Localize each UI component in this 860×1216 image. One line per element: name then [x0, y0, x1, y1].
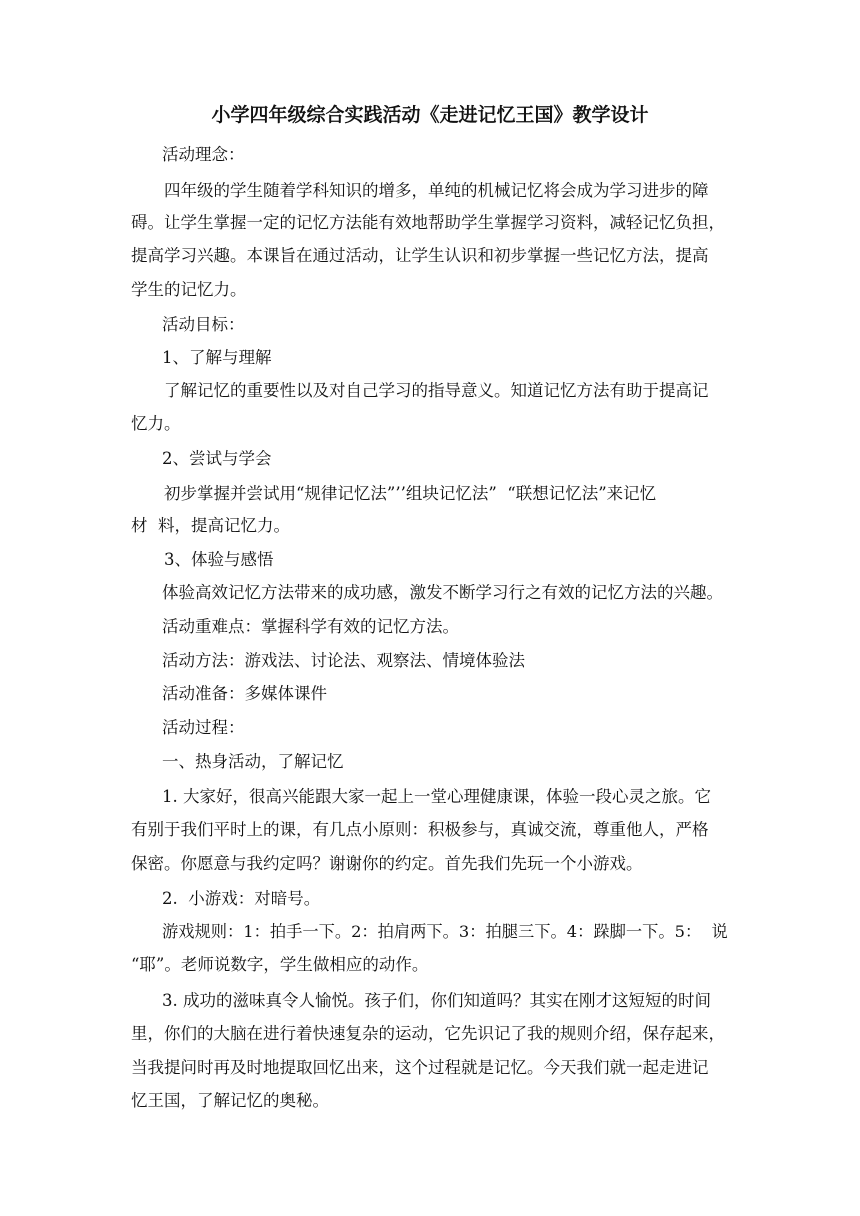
- key-points-line: 活动重难点：掌握科学有效的记忆方法。: [162, 617, 459, 636]
- paragraph-line: 了解记忆的重要性以及对自己学习的指导意义。知道记忆方法有助于提高记: [164, 381, 709, 400]
- paragraph-line: 初步掌握并尝试用“规律记忆法”’’组块记忆法” “联想记忆法”来记忆: [164, 484, 657, 503]
- preparation-line: 活动准备：多媒体课件: [162, 684, 327, 703]
- paragraph-line: 学生的记忆力。: [131, 280, 247, 299]
- paragraph-line: 四年级的学生随着学科知识的增多，单纯的机械记忆将会成为学习进步的障: [164, 181, 709, 200]
- paragraph-line: 材 料，提高记忆力。: [131, 516, 290, 535]
- paragraph-line: “耶”。老师说数字，学生做相应的动作。: [131, 955, 429, 974]
- paragraph-line: 游戏规则：1：拍手一下。2：拍肩两下。3：拍腿三下。4：跺脚一下。5： 说: [162, 922, 728, 941]
- paragraph-line: 忆王国，了解记忆的奥秘。: [131, 1091, 329, 1110]
- goal-heading-2: 2、尝试与学会: [162, 449, 272, 468]
- section-heading-warmup: 一、热身活动，了解记忆: [162, 752, 344, 771]
- goal-heading-1: 1、了解与理解: [162, 348, 272, 367]
- paragraph-line: 当我提问时再及时地提取回忆出来，这个过程就是记忆。今天我们就一起走进记: [131, 1058, 709, 1077]
- heading-activity-concept: 活动理念：: [162, 145, 245, 164]
- paragraph-line: 碍。让学生掌握一定的记忆方法能有效地帮助学生掌握学习资料，减轻记忆负担，: [131, 213, 725, 232]
- paragraph-line: 保密。你愿意与我约定吗？谢谢你的约定。首先我们先玩一个小游戏。: [131, 854, 643, 873]
- heading-activity-process: 活动过程：: [162, 718, 245, 737]
- paragraph-line: 有别于我们平时上的课，有几点小原则：积极参与，真诚交流，尊重他人，严格: [131, 820, 709, 839]
- paragraph-line: 提高学习兴趣。本课旨在通过活动，让学生认识和初步掌握一些记忆方法，提高: [131, 246, 709, 265]
- goal-heading-3: 3、体验与感悟: [164, 550, 274, 569]
- paragraph-line: 里，你们的大脑在进行着快速复杂的运动，它先识记了我的规则介绍，保存起来，: [131, 1024, 725, 1043]
- methods-line: 活动方法：游戏法、讨论法、观察法、情境体验法: [162, 651, 525, 670]
- paragraph-line: 2. 小游戏：对暗号。: [162, 889, 321, 908]
- paragraph-line: 忆力。: [131, 414, 181, 433]
- paragraph-line: 体验高效记忆方法带来的成功感，激发不断学习行之有效的记忆方法的兴趣。: [162, 583, 723, 602]
- paragraph-line: 1. 大家好，很高兴能跟大家一起上一堂心理健康课，体验一段心灵之旅。它: [162, 787, 711, 806]
- heading-activity-goals: 活动目标：: [162, 315, 245, 334]
- document-title: 小学四年级综合实践活动《走进记忆王国》教学设计: [211, 104, 649, 126]
- paragraph-line: 3. 成功的滋味真令人愉悦。孩子们，你们知道吗？其实在刚才这短短的时间: [162, 991, 711, 1010]
